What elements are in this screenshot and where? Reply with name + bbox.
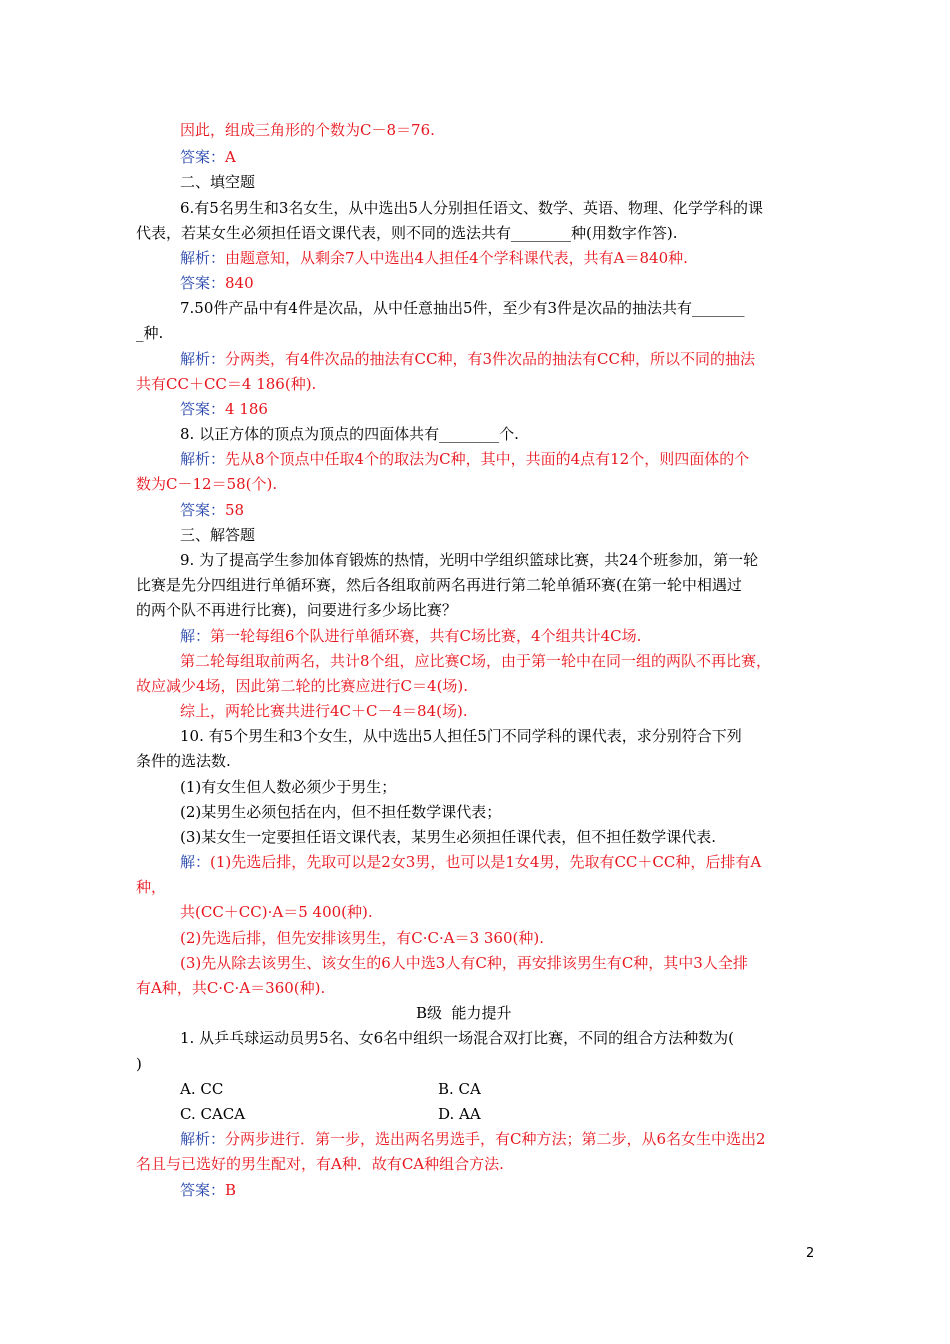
text-segment: 三、解答题 [180,526,256,544]
text-segment: D. AA [438,1105,481,1123]
text-line [180,1180,236,1200]
text-segment: 答案： [180,400,226,418]
text-line [180,1028,734,1048]
text-line [180,550,758,570]
text-line [180,172,255,192]
text-line [136,600,457,620]
text-segment: _种. [136,324,164,342]
text-segment: 的两个队不再进行比赛)，问要进行多少场比赛？ [136,601,457,619]
text-segment: 8. 以正方体的顶点为顶点的四面体共有________个. [180,425,519,443]
text-line [180,902,373,922]
text-segment: 解析： [180,1130,226,1148]
text-segment: 1. 从乒乓球运动员男5名、女6名中组织一场混合双打比赛，不同的组合方法种数为( [180,1029,735,1047]
text-segment: 解析： [180,450,226,468]
text-segment: 4 186 [225,400,268,418]
text-line [180,928,544,948]
text-segment: 7.50件产品中有4件是次品，从中任意抽出5件，至少有3件是次品的抽法共有_______ [180,299,745,317]
text-line [180,273,254,293]
text-line [136,323,163,343]
text-segment: C. CACA [180,1105,246,1123]
text-segment: B级 能力提升 [416,1004,512,1022]
page-number: 2 [806,1246,815,1261]
text-segment: ) [136,1055,142,1073]
text-line [180,500,244,520]
text-segment: 6.有5名男生和3名女生，从中选出5人分别担任语文、数学、英语、物理、化学学科的课 [180,199,763,217]
text-segment: 数为C－12＝58(个). [136,475,278,493]
text-line [136,374,316,394]
text-line [136,751,231,771]
text-segment: 比赛是先分四组进行单循环赛，然后各组取前两名再进行第二轮单循环赛(在第一轮中相遇过 [136,576,742,594]
text-segment: 有A种，共C·C·A＝360(种). [136,979,326,997]
text-line [180,449,749,469]
text-segment: 解： [180,627,211,645]
text-line [180,147,236,167]
text-segment: 二、填空题 [180,173,256,191]
text-line [180,120,435,140]
text-segment: B. CA [438,1080,481,1098]
text-segment: (1)有女生但人数必须少于男生； [180,778,397,796]
text-segment: 条件的选法数. [136,752,231,770]
text-line [180,248,688,268]
text-line [180,1129,766,1149]
text-segment: (3)先从除去该男生、该女生的6人中选3人有C种，再安排该男生有C种，其中3人全排 [180,954,748,972]
text-segment: 解析： [180,249,226,267]
text-segment: 分两步进行．第一步，选出两名男选手，有C种方法；第二步，从6名女生中选出2 [225,1130,766,1148]
text-segment: 解： [180,853,211,871]
text-segment: 10. 有5个男生和3个女生，从中选出5人担任5门不同学科的课代表，求分别符合下列 [180,727,742,745]
text-segment: 答案： [180,1181,226,1199]
text-line [136,575,742,595]
text-segment: 由题意知，从剩余7人中选出4人担任4个学科课代表，共有A＝840种. [225,249,688,267]
text-segment: A [225,148,236,166]
text-line [180,1104,481,1124]
text-segment: 第一轮每组6个队进行单循环赛，共有C场比赛，4个组共计4C场. [210,627,642,645]
text-segment: 故应减少4场，因此第二轮的比赛应进行C＝4(场). [136,677,469,695]
text-line [180,424,519,444]
text-line [416,1003,512,1023]
text-segment: 名且与已选好的男生配对，有A种．故有CA种组合方法. [136,1155,504,1173]
text-segment: 9. 为了提高学生参加体育锻炼的热情，光明中学组织篮球比赛，共24个班参加，第一轮 [180,551,759,569]
text-line [180,399,268,419]
text-segment: 代表，若某女生必须担任语文课代表，则不同的选法共有________种(用数字作答). [136,224,678,242]
text-line [180,777,396,797]
text-line [180,298,745,318]
text-segment: 先从8个顶点中任取4个的取法为C种，其中，共面的4点有12个，则四面体的个 [225,450,750,468]
text-line [180,1079,481,1099]
text-line [136,474,277,494]
text-segment: 综上，两轮比赛共进行4C＋C－4＝84(场). [180,702,468,720]
text-line [180,349,755,369]
text-segment: 58 [225,501,245,519]
text-segment: 解析： [180,350,226,368]
text-segment: (2)某男生必须包括在内，但不担任数学课代表； [180,803,502,821]
text-line [180,726,742,746]
text-segment: 种， [136,878,167,896]
text-line [180,525,255,545]
text-segment: B [225,1181,237,1199]
text-line [180,827,716,847]
text-line [136,1054,142,1074]
text-line [180,852,761,872]
text-line [180,651,771,671]
text-segment: 因此，组成三角形的个数为C－8＝76. [180,121,435,139]
text-segment: (2)先选后排，但先安排该男生，有C·C·A＝3 360(种). [180,929,544,947]
text-line [136,223,677,243]
text-segment: 答案： [180,148,226,166]
text-line [180,802,501,822]
text-line [136,978,325,998]
text-line [136,1154,504,1174]
text-segment: 答案： [180,274,226,292]
text-segment: 共有CC＋CC＝4 186(种). [136,375,317,393]
text-segment: 共(CC＋CC)·A＝5 400(种). [180,903,373,921]
text-line [136,877,166,897]
text-segment: 答案： [180,501,226,519]
text-segment: 第二轮每组取前两名，共计8个组，应比赛C场，由于第一轮中在同一组的两队不再比赛， [180,652,772,670]
text-line [180,701,468,721]
text-segment: 840 [225,274,254,292]
text-line [136,676,468,696]
text-segment: 分两类，有4件次品的抽法有CC种，有3件次品的抽法有CC种，所以不同的抽法 [225,350,756,368]
text-segment: (1)先选后排，先取可以是2女3男，也可以是1女4男，先取有CC＋CC种，后排有A [210,853,762,871]
text-line [180,626,641,646]
text-line [180,953,748,973]
text-line [180,198,763,218]
text-segment: A. CC [180,1080,224,1098]
text-segment: (3)某女生一定要担任语文课代表，某男生必须担任课代表，但不担任数学课代表. [180,828,717,846]
